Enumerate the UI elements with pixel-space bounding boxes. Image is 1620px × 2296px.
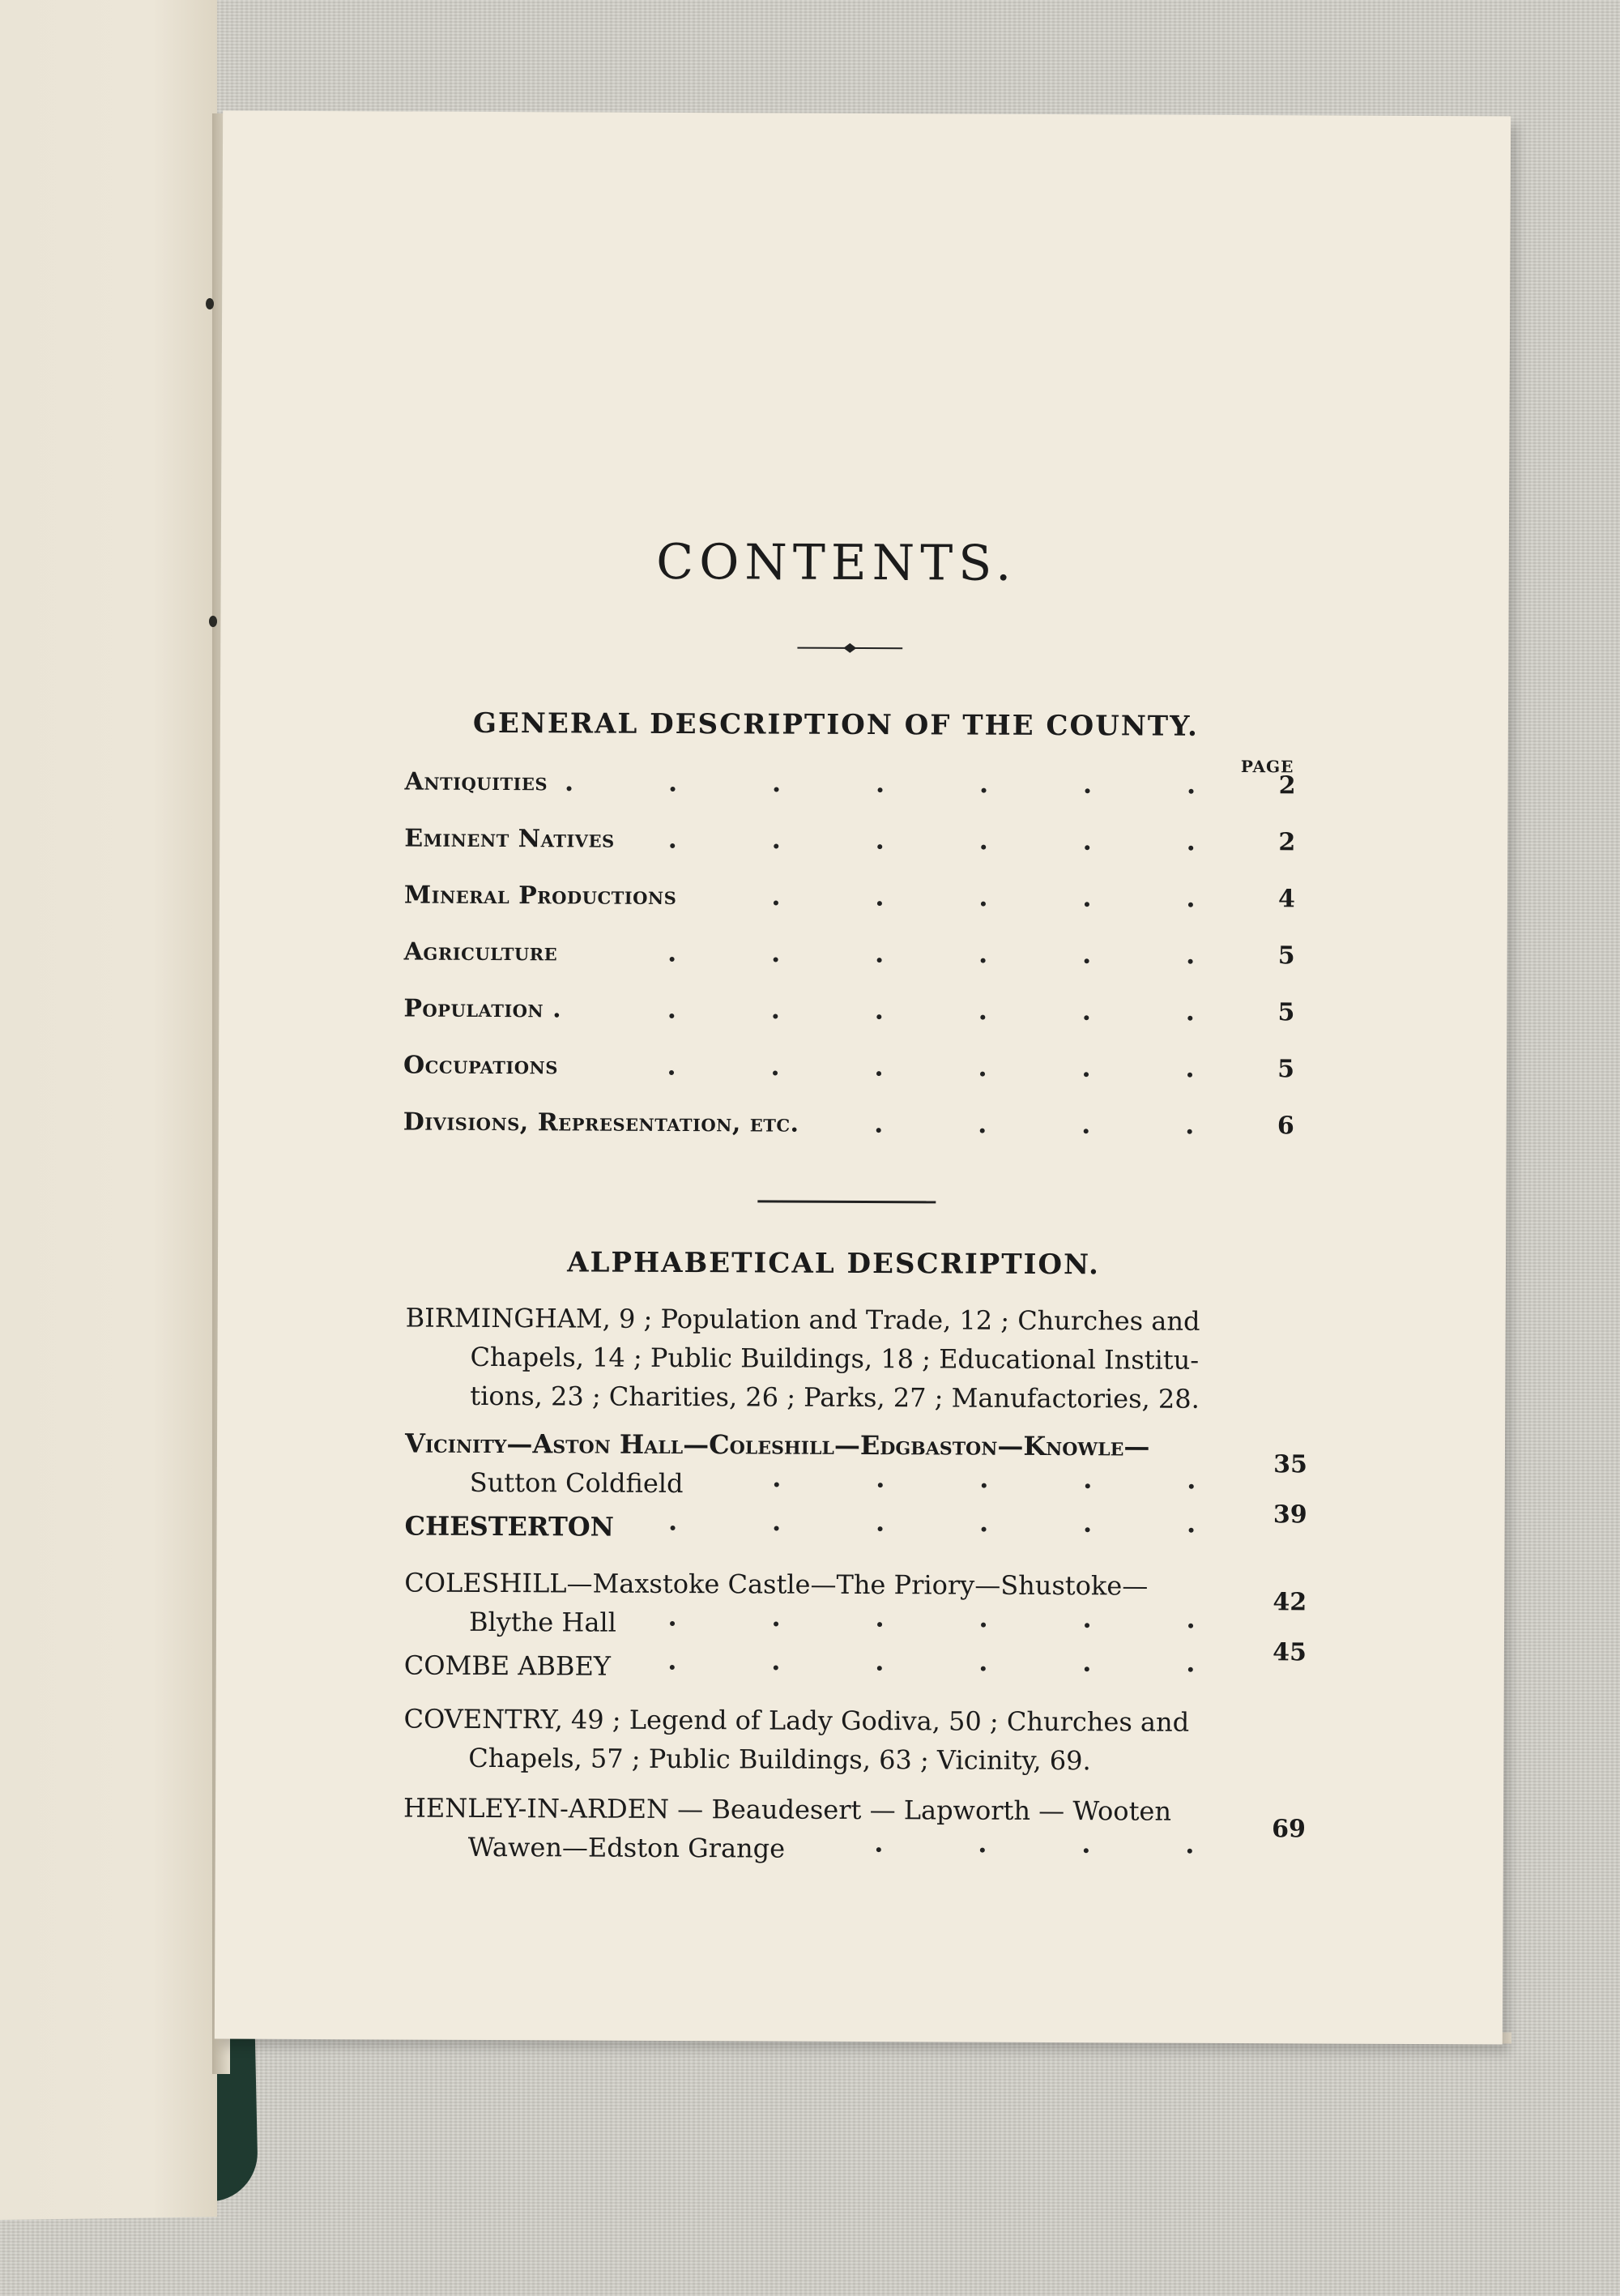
leader-dot (669, 1014, 674, 1018)
leader-dot (980, 1072, 985, 1077)
leader-dot (877, 901, 882, 906)
ornament-divider (797, 640, 902, 657)
leader-dot (1085, 845, 1089, 850)
leader-dot (774, 1622, 778, 1627)
contents-row[interactable] (404, 768, 1295, 813)
entry-page: 69 (1272, 1815, 1307, 1844)
entry-combe-abbey[interactable] (404, 1646, 1263, 1689)
leader-dot (1189, 789, 1194, 794)
entry-line: Blythe Hall (468, 1606, 617, 1638)
contents-row[interactable] (403, 1052, 1294, 1096)
entry-henley-in-arden[interactable] (403, 1789, 1262, 1871)
leader-dot (1187, 1016, 1192, 1021)
row-label: Population . (403, 994, 562, 1024)
leader-dot (1085, 788, 1090, 793)
leader-dot (669, 1070, 674, 1075)
row-page: 5 (1277, 998, 1295, 1027)
dot-leader (404, 768, 1263, 813)
leader-dot (981, 1623, 986, 1628)
row-page: 4 (1278, 885, 1296, 914)
leader-dot (1188, 903, 1193, 907)
leader-dot (670, 1665, 675, 1670)
leader-dot (982, 1483, 987, 1488)
leader-dot (1187, 1129, 1192, 1134)
leader-dot (670, 843, 675, 848)
dot-leader (403, 995, 1262, 1039)
leader-dot (981, 902, 986, 907)
leader-dot (670, 1621, 675, 1626)
leader-dot (1188, 846, 1193, 851)
entry-chesterton[interactable] (404, 1507, 1263, 1550)
leader-dot (877, 1622, 882, 1627)
contents-row[interactable] (404, 938, 1295, 983)
leader-dot (774, 1526, 779, 1531)
leader-dot (774, 844, 778, 849)
leader-dot (1084, 1072, 1089, 1077)
entry-line: HENLEY-IN-ARDEN — Beaudesert — Lapworth — Wooten (403, 1792, 1172, 1827)
contents-row[interactable] (404, 825, 1295, 869)
leader-dot (1084, 1129, 1089, 1133)
entry-coleshill[interactable] (404, 1564, 1263, 1645)
leader-dot (1085, 958, 1089, 963)
leader-dot (1085, 1667, 1089, 1671)
leader-dot (774, 787, 779, 792)
entry-line: tions, 23 ; Charities, 26 ; Parks, 27 ; Manufactories, 28. (470, 1380, 1200, 1415)
entry-page: 42 (1273, 1588, 1307, 1617)
contents-page (215, 111, 1511, 2045)
row-page: 5 (1277, 1055, 1295, 1084)
leader-dot (877, 1666, 882, 1671)
leader-dot (567, 786, 572, 791)
dot-leader (404, 881, 1263, 926)
contents-row[interactable] (403, 995, 1294, 1039)
entry-line: BIRMINGHAM, 9 ; Population and Trade, 12 ; Churches and (405, 1302, 1200, 1337)
leader-dot (876, 1071, 881, 1076)
leader-dot (876, 1014, 881, 1019)
entry-line: Wawen—Edston Grange (467, 1831, 786, 1864)
leader-dot (671, 1526, 676, 1530)
leader-dot (980, 1015, 985, 1020)
entry-line: Sutton Coldfield (469, 1466, 684, 1500)
leader-dot (1085, 1483, 1090, 1488)
leader-dot (1187, 1073, 1192, 1078)
entry-birmingham[interactable] (405, 1299, 1264, 1419)
leader-dot (878, 1483, 883, 1487)
entry-page: 35 (1273, 1450, 1307, 1479)
binding-stitch (206, 298, 214, 309)
leader-dot (876, 1847, 881, 1852)
leader-dot (774, 1666, 778, 1671)
leader-dot (982, 788, 987, 793)
entry-line: Vicinity—Aston Hall—Coleshill—Edgbaston—Knowle— (404, 1428, 1150, 1462)
leader-dot (878, 787, 883, 792)
dot-leader (403, 1108, 1262, 1153)
leader-dot (671, 787, 676, 792)
leader-dot (876, 1128, 881, 1133)
dot-leader (404, 938, 1263, 983)
row-label: Antiquities (404, 767, 548, 797)
leader-dot (981, 1667, 986, 1671)
row-label: Agriculture (403, 937, 558, 967)
entry-line: Chapels, 57 ; Public Buildings, 63 ; Vicinity, 69. (468, 1742, 1091, 1777)
entry-coventry[interactable] (403, 1700, 1262, 1782)
leader-dot (774, 901, 778, 906)
row-label: Eminent Natives (404, 824, 615, 854)
entry-line: COLESHILL—Maxstoke Castle—The Priory—Shustoke— (404, 1567, 1149, 1602)
leader-dot (774, 958, 778, 962)
leader-dot (982, 1527, 987, 1532)
row-page: 5 (1277, 941, 1295, 971)
section-rule (757, 1200, 936, 1203)
row-page: 2 (1278, 771, 1296, 800)
entry-line: COMBE ABBEY (403, 1649, 612, 1682)
entry-page: 39 (1273, 1500, 1307, 1530)
leader-dot (981, 958, 986, 963)
dot-leader (403, 1052, 1262, 1096)
contents-row[interactable] (403, 1108, 1294, 1153)
leader-dot (1188, 959, 1193, 964)
leader-dot (1085, 1527, 1090, 1532)
entry-vicinity[interactable] (405, 1424, 1264, 1506)
binding-stitch (209, 616, 217, 627)
entry-line: COVENTRY, 49 ; Legend of Lady Godiva, 50 ; Churches and (403, 1703, 1190, 1738)
row-page: 6 (1277, 1112, 1294, 1141)
leader-dot (1189, 1484, 1194, 1489)
leader-dot (670, 957, 675, 962)
leader-dot (981, 845, 986, 850)
leader-dot (1188, 1624, 1193, 1628)
leader-dot (774, 1483, 779, 1487)
leader-dot (773, 1014, 778, 1019)
leader-dot (1084, 1848, 1089, 1853)
leader-dot (1084, 1015, 1089, 1020)
leader-dot (1187, 1849, 1192, 1854)
entry-page: 45 (1273, 1638, 1307, 1667)
left-page (0, 0, 217, 2220)
page-title: CONTENTS. (656, 533, 1017, 592)
general-heading: GENERAL DESCRIPTION OF THE COUNTY. (472, 706, 1199, 743)
dot-leader (404, 825, 1263, 869)
leader-dot (877, 958, 882, 962)
leader-dot (1188, 1667, 1193, 1672)
row-page: 2 (1278, 828, 1296, 857)
entry-line: Chapels, 14 ; Public Buildings, 18 ; Educational Institu- (470, 1341, 1200, 1376)
leader-dot (1085, 902, 1089, 907)
row-label: Occupations (403, 1051, 559, 1081)
alphabetical-heading: ALPHABETICAL DESCRIPTION. (567, 1246, 1100, 1282)
entry-line: CHESTERTON (404, 1510, 615, 1543)
contents-row[interactable] (404, 881, 1295, 926)
leader-dot (1085, 1623, 1089, 1628)
leader-dot (980, 1129, 985, 1133)
leader-dot (878, 1526, 883, 1531)
leader-dot (877, 844, 882, 849)
leader-dot (1189, 1528, 1194, 1533)
row-label: Divisions, Representation, etc. (403, 1107, 799, 1138)
row-label: Mineral Productions (403, 881, 677, 911)
leader-dot (773, 1071, 778, 1076)
page-column-header: PAGE (1240, 757, 1294, 777)
leader-dot (980, 1848, 985, 1853)
